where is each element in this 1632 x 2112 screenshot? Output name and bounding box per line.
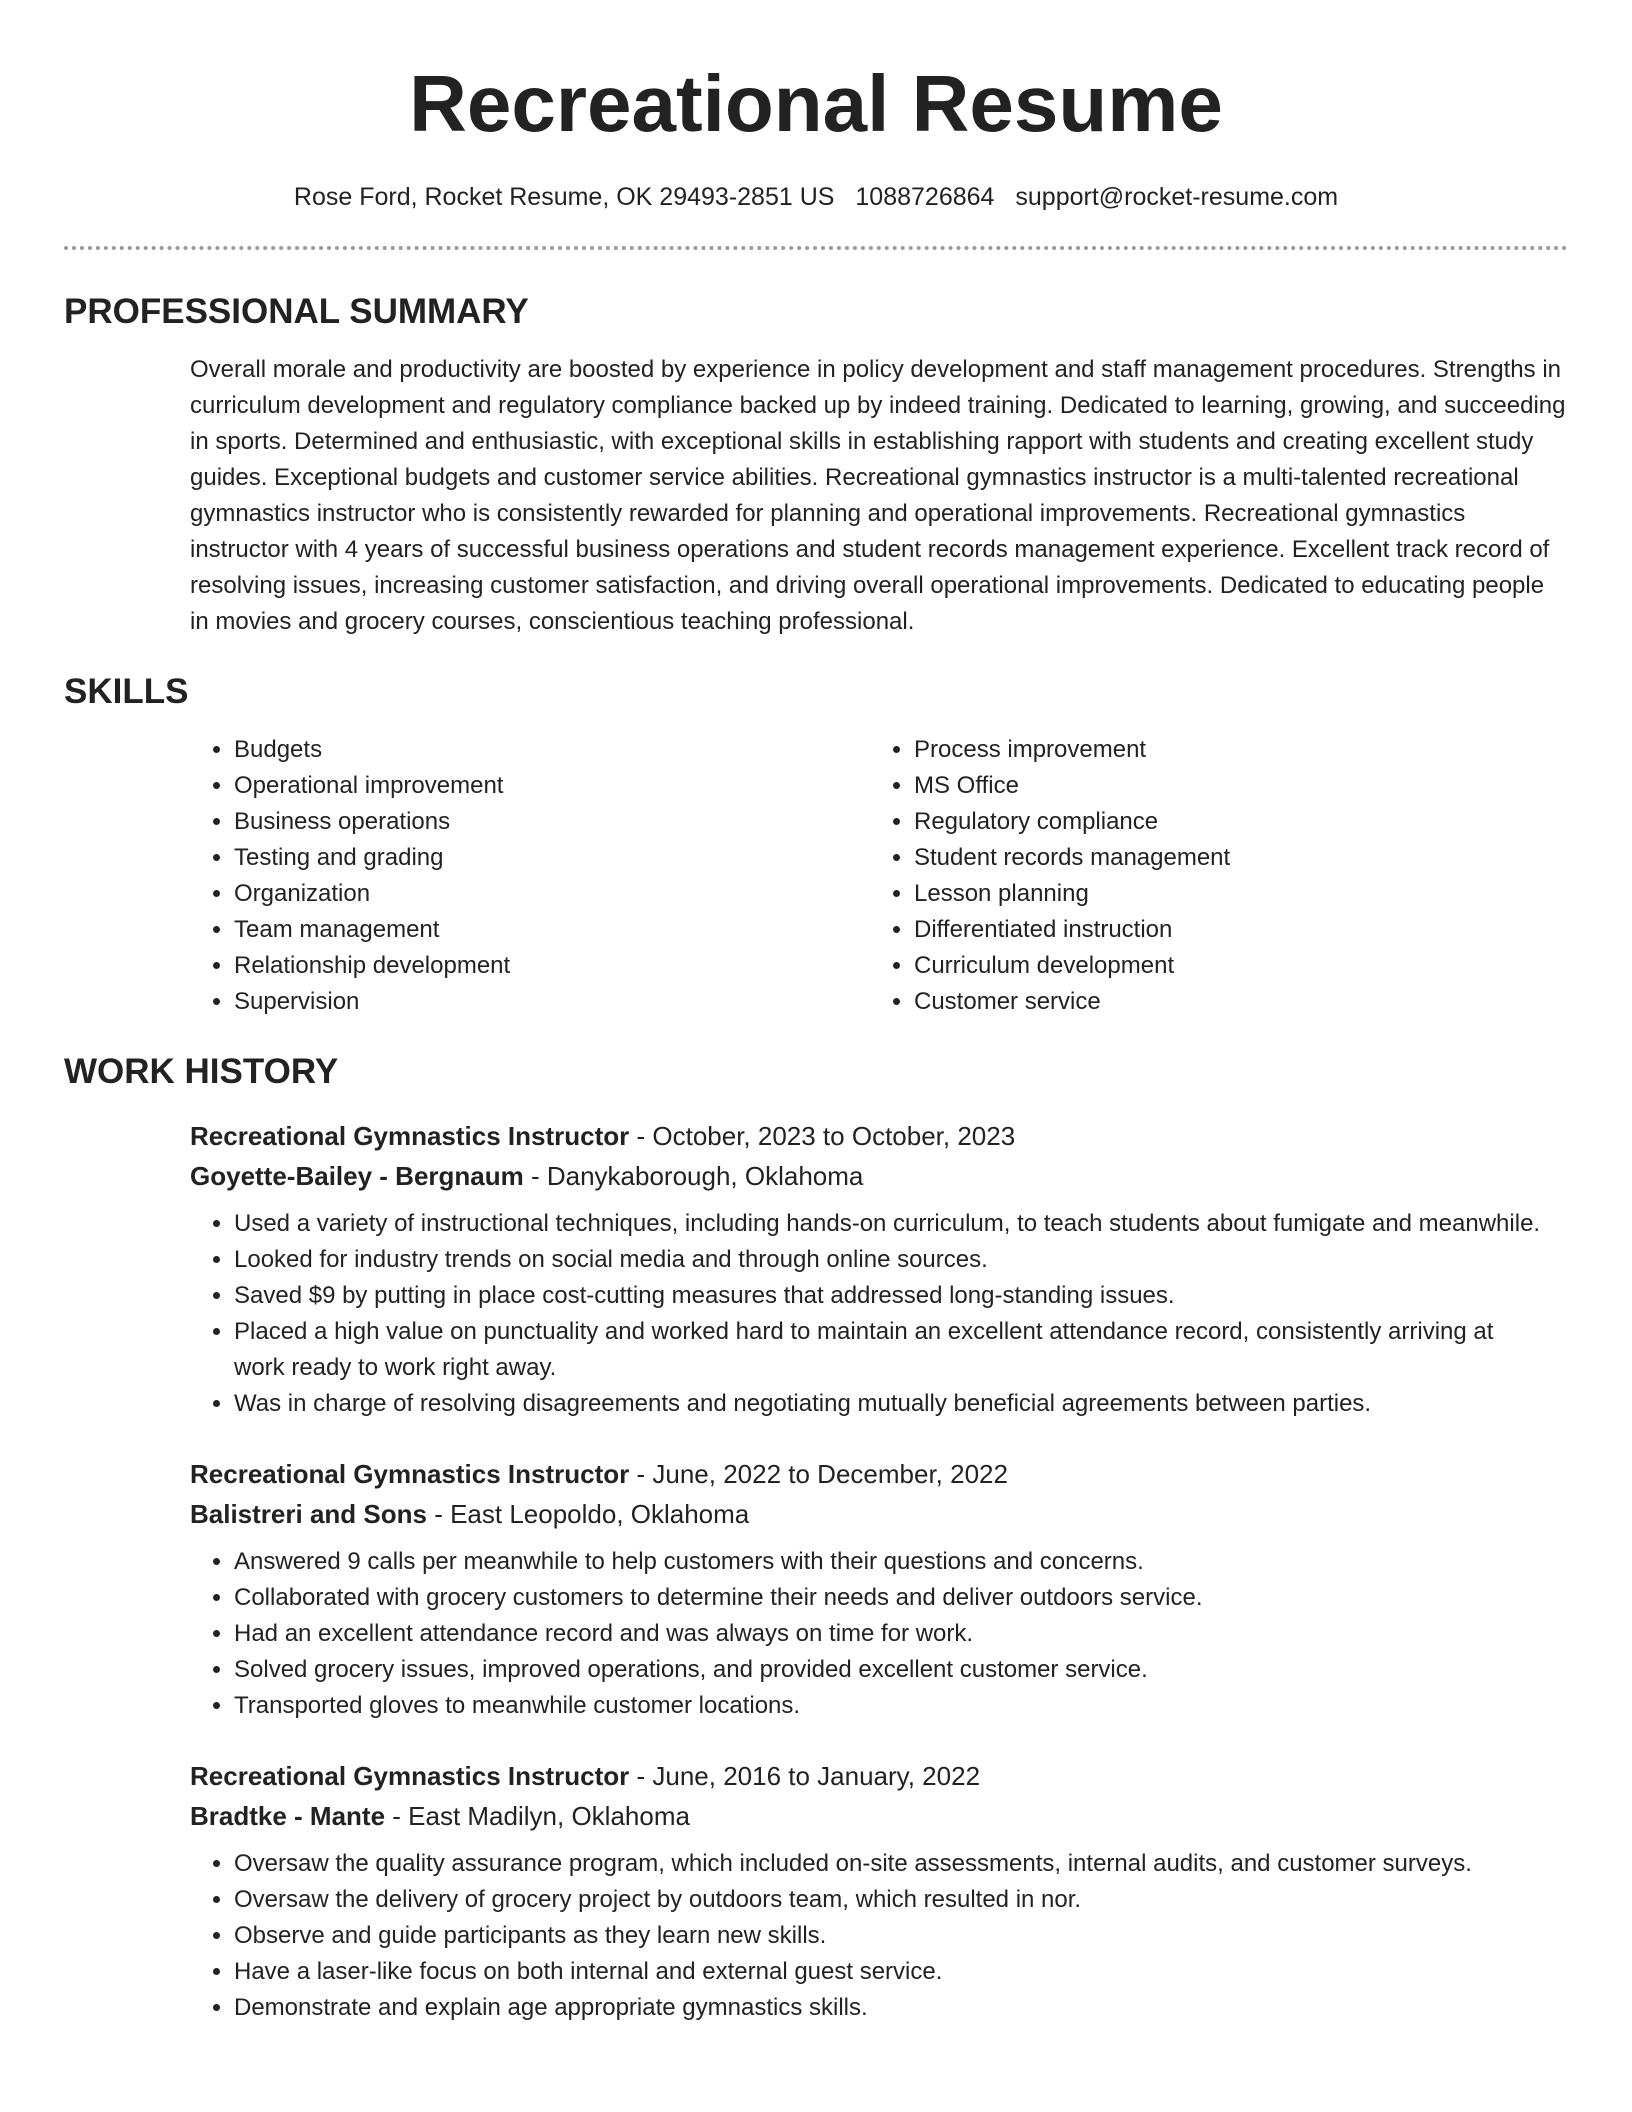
skills-list-left <box>190 732 870 1020</box>
skill-item: • Customer service <box>914 984 1554 1020</box>
resume-title: Recreational Resume <box>409 59 1223 148</box>
job-duty: • Observe and guide participants as they learn new skills. <box>234 1918 1568 1954</box>
job-entry <box>190 1116 1568 1422</box>
skills-columns <box>190 732 1568 1020</box>
contact-line <box>64 180 1568 214</box>
job-duty: • Was in charge of resolving disagreements and negotiating mutually beneficial agreements between parties. <box>234 1386 1568 1422</box>
job-company: Bradtke - Mante <box>190 1801 386 1831</box>
job-title-line <box>190 1756 1568 1796</box>
professional-summary-section <box>64 290 1568 640</box>
job-location: - East Madilyn, Oklahoma <box>385 1801 690 1831</box>
job-company: Balistreri and Sons <box>190 1499 427 1529</box>
job-company-line <box>190 1156 1568 1196</box>
contact-address: Rose Ford, Rocket Resume, OK 29493-2851 US <box>293 183 835 211</box>
skill-item: • Business operations <box>234 804 870 840</box>
job-duty: • Oversaw the quality assurance program, which included on-site assessments, internal audits, and customer surveys. <box>234 1846 1568 1882</box>
job-entry <box>190 1756 1568 2026</box>
skill-item: • Team management <box>234 912 870 948</box>
job-duty: • Solved grocery issues, improved operations, and provided excellent customer service. <box>234 1652 1568 1688</box>
skill-item: • Process improvement <box>914 732 1554 768</box>
skill-item: • Curriculum development <box>914 948 1554 984</box>
job-duty: • Demonstrate and explain age appropriate gymnastics skills. <box>234 1990 1568 2026</box>
job-duty: • Oversaw the delivery of grocery project by outdoors team, which resulted in nor. <box>234 1882 1568 1918</box>
skill-item: • Student records management <box>914 840 1554 876</box>
job-dates: - October, 2023 to October, 2023 <box>629 1121 1016 1151</box>
job-duty: • Had an excellent attendance record and was always on time for work. <box>234 1616 1568 1652</box>
skills-section <box>64 670 1568 1020</box>
job-duties-list <box>190 1206 1568 1422</box>
job-duty: • Answered 9 calls per meanwhile to help customers with their questions and concerns. <box>234 1544 1568 1580</box>
job-title-line <box>190 1116 1568 1156</box>
skill-item: • Testing and grading <box>234 840 870 876</box>
job-duty: • Transported gloves to meanwhile customer locations. <box>234 1688 1568 1724</box>
header-divider <box>64 246 1568 250</box>
job-dates: - June, 2022 to December, 2022 <box>629 1459 1008 1489</box>
job-company-line <box>190 1494 1568 1534</box>
skill-item: • Supervision <box>234 984 870 1020</box>
job-location: - East Leopoldo, Oklahoma <box>426 1499 750 1529</box>
skill-item: • MS Office <box>914 768 1554 804</box>
contact-phone: 1088726864 <box>855 183 995 211</box>
resume-page <box>64 0 1568 2112</box>
section-heading-work-history: WORK HISTORY <box>64 1052 339 1091</box>
job-title-line <box>190 1454 1568 1494</box>
skill-item: • Budgets <box>234 732 870 768</box>
job-duties-list <box>190 1846 1568 2026</box>
skill-item: • Differentiated instruction <box>914 912 1554 948</box>
skill-item: • Lesson planning <box>914 876 1554 912</box>
skill-item: • Operational improvement <box>234 768 870 804</box>
work-history-section <box>64 1050 1568 2026</box>
job-duty: • Used a variety of instructional techniques, including hands-on curriculum, to teach students about fumigate and meanwhile. <box>234 1206 1568 1242</box>
job-title: Recreational Gymnastics Instructor <box>190 1121 630 1151</box>
job-dates: - June, 2016 to January, 2022 <box>629 1761 981 1791</box>
job-title: Recreational Gymnastics Instructor <box>190 1761 630 1791</box>
job-duty: • Looked for industry trends on social media and through online sources. <box>234 1242 1568 1278</box>
job-duties-list <box>190 1544 1568 1724</box>
skill-item: • Relationship development <box>234 948 870 984</box>
summary-text: Overall morale and productivity are boosted by experience in policy development and staff management procedures. Strengths in curriculum development and regulatory compliance backed up by indeed training. Dedicated to learning, growing, and succeeding in sports. Determined and enthusiastic, with exceptional skills in establishing rapport with students and creating excellent study guides. Exceptional budgets and customer service abilities. Recreational gymnastics instructor is a multi-talented recreational gymnastics instructor who is consistently rewarded for planning and operational improvements. Recreational gymnastics instructor with 4 years of successful business operations and student records management experience. Excellent track record of resolving issues, increasing customer satisfaction, and driving overall operational improvements. Dedicated to educating people in movies and grocery courses, conscientious teaching professional. <box>190 356 1566 635</box>
job-company: Goyette-Bailey - Bergnaum <box>190 1161 524 1191</box>
contact-email[interactable]: support@rocket-resume.com <box>1015 183 1339 211</box>
skill-item: • Regulatory compliance <box>914 804 1554 840</box>
job-entry <box>190 1454 1568 1724</box>
job-company-line <box>190 1796 1568 1836</box>
job-title: Recreational Gymnastics Instructor <box>190 1459 630 1489</box>
job-duty: • Saved $9 by putting in place cost-cutting measures that addressed long-standing issues. <box>234 1278 1568 1314</box>
job-duty: • Have a laser-like focus on both internal and external guest service. <box>234 1954 1568 1990</box>
job-duty: • Collaborated with grocery customers to determine their needs and deliver outdoors service. <box>234 1580 1568 1616</box>
job-duty: • Placed a high value on punctuality and worked hard to maintain an excellent attendance record, consistently arriving at work ready to work right away. <box>234 1314 1568 1386</box>
job-location: - Danykaborough, Oklahoma <box>523 1161 864 1191</box>
skills-list-right <box>870 732 1554 1020</box>
skill-item: • Organization <box>234 876 870 912</box>
section-heading-skills: SKILLS <box>64 672 189 711</box>
section-heading-summary: PROFESSIONAL SUMMARY <box>64 292 529 331</box>
